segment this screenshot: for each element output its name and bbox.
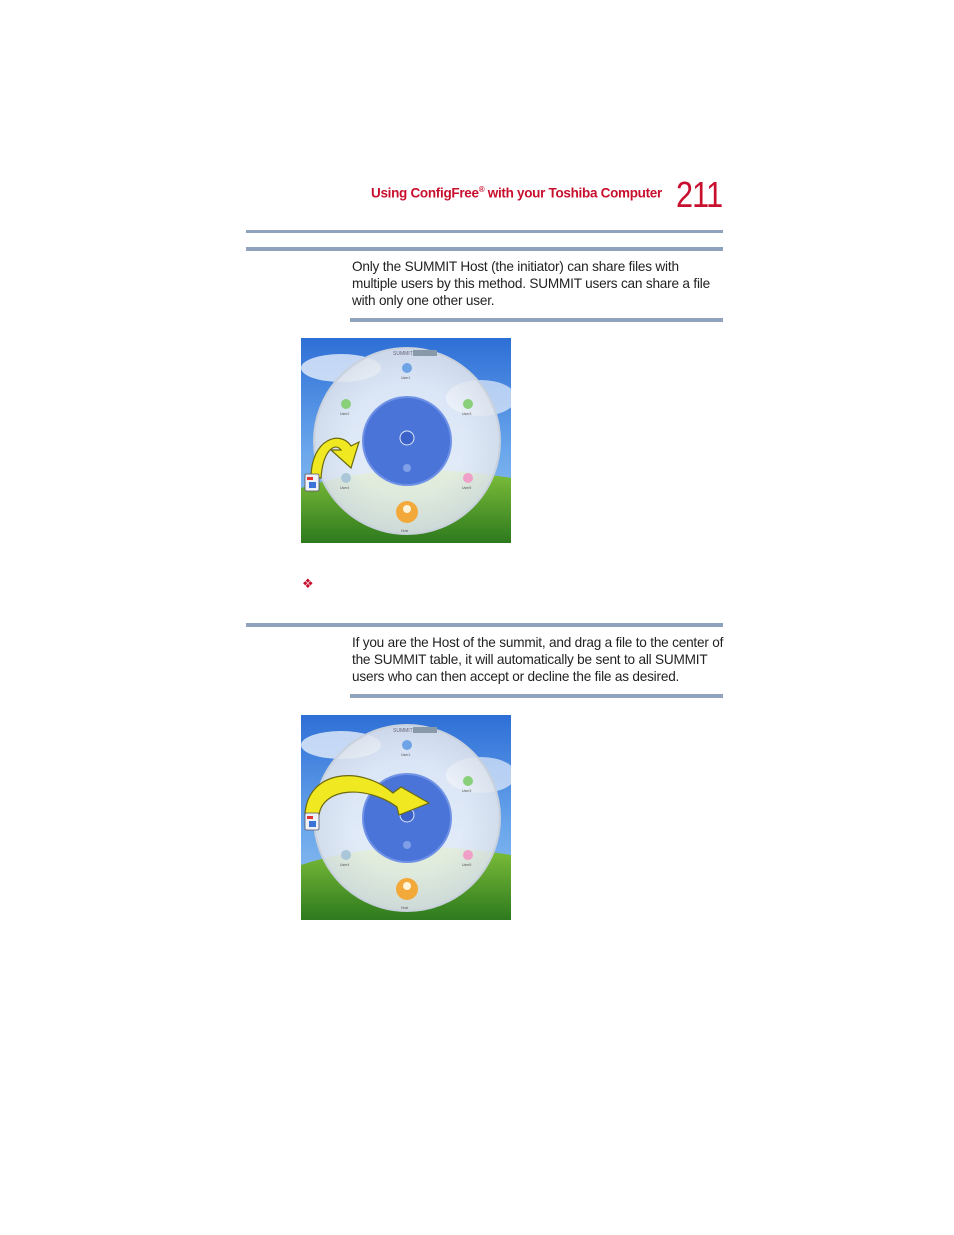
running-header: Using ConfigFree® with your Toshiba Computer: [371, 185, 662, 201]
file-icon: [305, 813, 319, 830]
summit-share-single-user-figure: [301, 338, 511, 543]
svg-text:User3: User3: [462, 789, 472, 793]
summit-title-label: SUMMIT: [393, 728, 413, 734]
svg-text:Host: Host: [401, 906, 409, 910]
svg-text:User5: User5: [462, 486, 472, 490]
svg-text:User3: User3: [462, 412, 472, 416]
note1-top-rule: [246, 247, 723, 251]
note2-bottom-rule: [350, 694, 723, 698]
summit-title-label: SUMMIT: [393, 351, 413, 357]
header-rule: [246, 230, 723, 233]
svg-text:User4: User4: [340, 486, 350, 490]
note1-bottom-rule: [350, 318, 723, 322]
svg-text:Host: Host: [401, 529, 409, 533]
note-2-text: If you are the Host of the summit, and drag a file to the center of the SUMMIT table, it will automatically be sent to all SUMMIT users who can then accept or decline the file as desired.: [352, 635, 724, 684]
svg-text:User4: User4: [340, 863, 350, 867]
svg-text:User2: User2: [340, 412, 350, 416]
toolbar-icons: [413, 727, 437, 733]
svg-text:User1: User1: [401, 376, 411, 380]
svg-text:User1: User1: [401, 753, 411, 757]
toolbar-icons: [413, 350, 437, 356]
note2-top-rule: [246, 623, 723, 627]
bullet-marker: ❖: [302, 576, 314, 591]
svg-text:User5: User5: [462, 863, 472, 867]
page-number: 211: [676, 174, 723, 215]
note-1-text: Only the SUMMIT Host (the initiator) can share files with multiple users by this method. SUMMIT users can share a file with only one other user.: [352, 259, 710, 308]
file-icon: [305, 474, 319, 491]
summit-share-all-users-figure: [301, 715, 511, 920]
